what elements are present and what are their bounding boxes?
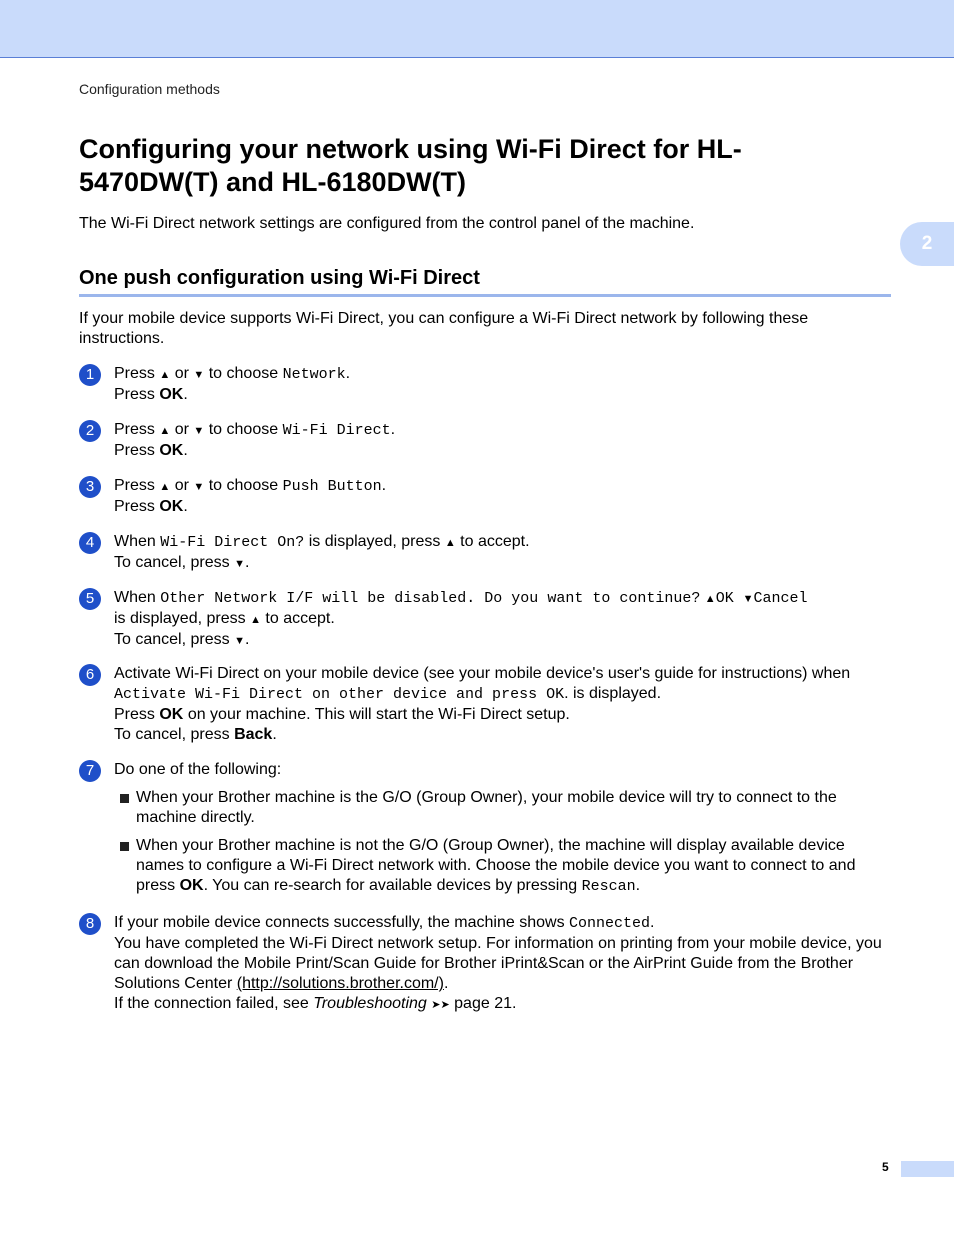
header-band [0, 0, 954, 58]
down-arrow-icon: ▼ [234, 558, 245, 570]
down-arrow-icon: ▼ [742, 593, 754, 605]
display-message: Other Network I/F will be disabled. Do you want to continue? [160, 590, 701, 607]
up-arrow-icon: ▲ [704, 593, 716, 605]
ok-key: OK [159, 386, 184, 403]
display-message: Wi-Fi Direct On? [160, 534, 305, 551]
display-message: Activate Wi-Fi Direct on other device and press OK [114, 686, 565, 703]
ok-key: OK [159, 498, 184, 515]
running-head: Configuration methods [79, 81, 220, 97]
section-title: One push configuration using Wi-Fi Direct [79, 265, 891, 297]
step-number: 8 [79, 913, 101, 935]
up-arrow-icon: ▲ [159, 481, 171, 493]
double-arrow-icon: ➤➤ [431, 999, 450, 1011]
square-bullet-icon [120, 842, 129, 851]
intro-text: The Wi-Fi Direct network settings are configured from the control panel of the machine. [79, 215, 695, 232]
up-arrow-icon: ▲ [250, 614, 261, 626]
list-item: When your Brother machine is the G/O (Group Owner), your mobile device will try to connect to the machine directly. [114, 788, 892, 828]
ok-key: OK [159, 442, 184, 459]
section-lead: If your mobile device supports Wi-Fi Direct, you can configure a Wi-Fi Direct network by following these instructions. [79, 310, 809, 347]
step-number: 1 [79, 364, 101, 386]
up-arrow-icon: ▲ [159, 425, 171, 437]
troubleshooting-ref[interactable]: Troubleshooting [313, 995, 427, 1012]
display-message: Connected [569, 915, 651, 932]
display-message: Rescan [581, 878, 636, 895]
step-number: 6 [79, 664, 101, 686]
step-number: 3 [79, 476, 101, 498]
cancel-option: Cancel [753, 590, 808, 607]
down-arrow-icon: ▼ [193, 425, 205, 437]
square-bullet-icon [120, 794, 129, 803]
down-arrow-icon: ▼ [193, 369, 205, 381]
list-item: When your Brother machine is not the G/O (Group Owner), the machine will display available device names to configure a Wi-Fi Direct network with. Choose the mobile device you want to connect to and press OK. You can re-search for available devices by pressing Rescan. [114, 836, 892, 897]
down-arrow-icon: ▼ [193, 481, 205, 493]
menu-value: Push Button [282, 478, 382, 495]
page-title: Configuring your network using Wi-Fi Direct for HL-5470DW(T) and HL-6180DW(T) [79, 134, 742, 197]
back-key: Back [234, 726, 273, 743]
solutions-center-link[interactable]: (http://solutions.brother.com/) [236, 975, 444, 992]
up-arrow-icon: ▲ [159, 369, 171, 381]
step-number: 2 [79, 420, 101, 442]
ok-key: OK [179, 877, 204, 894]
step-number: 4 [79, 532, 101, 554]
up-arrow-icon: ▲ [444, 537, 456, 549]
step-number: 7 [79, 760, 101, 782]
footer-band [901, 1161, 954, 1177]
page-number: 5 [882, 1160, 889, 1174]
ok-option: OK [715, 590, 734, 607]
down-arrow-icon: ▼ [234, 635, 245, 647]
menu-value: Network [282, 366, 346, 383]
step-number: 5 [79, 588, 101, 610]
menu-value: Wi-Fi Direct [282, 422, 391, 439]
chapter-tab: 2 [900, 222, 954, 266]
ok-key: OK [159, 706, 184, 723]
